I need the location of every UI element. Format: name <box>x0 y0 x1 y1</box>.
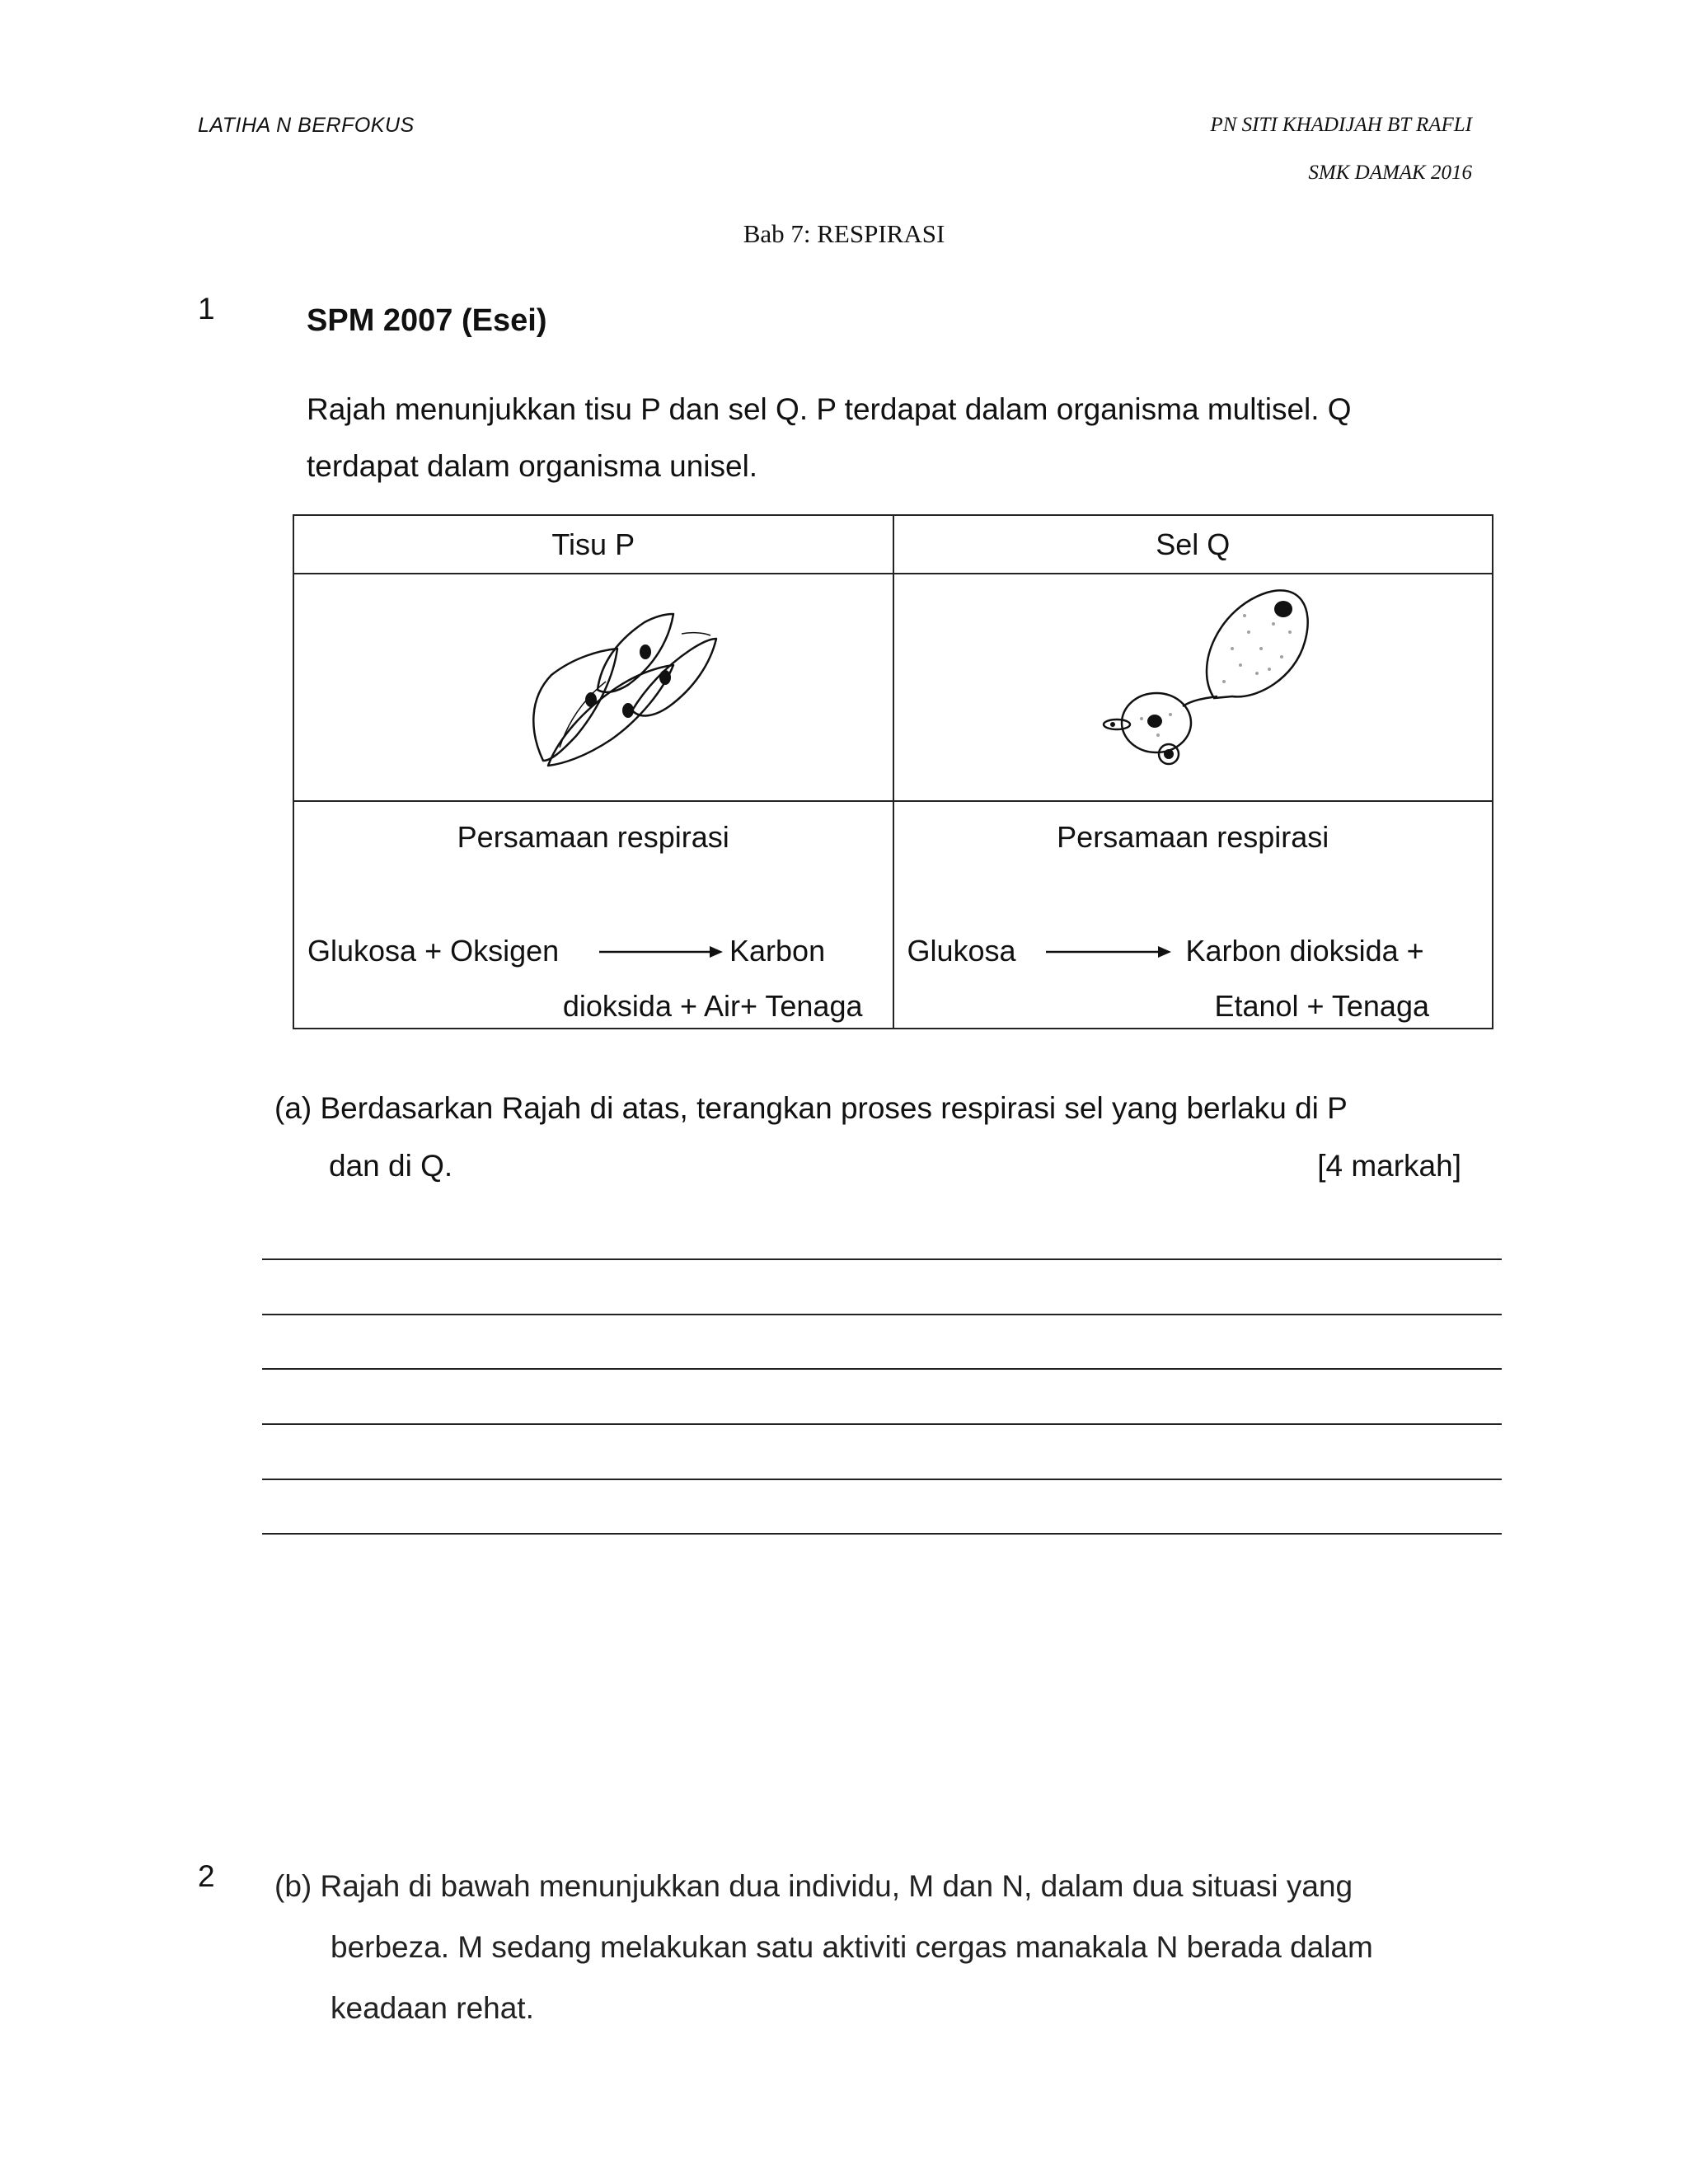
question-1-heading: SPM 2007 (Esei) <box>307 303 547 338</box>
cell-q-illustration-cell <box>893 574 1493 801</box>
equation-q-line-1 <box>907 934 1479 970</box>
question-2-part-b <box>274 1856 1511 2039</box>
part-a-line-2 <box>274 1137 1478 1195</box>
tissue-p-illustration <box>294 574 894 800</box>
header-sel-q: Sel Q <box>893 515 1493 574</box>
header-tisu-p: Tisu P <box>293 515 893 574</box>
header-school: SMK DAMAK 2016 <box>1308 162 1472 184</box>
equation-p-line-1 <box>307 934 879 970</box>
equation-cell-p <box>293 801 893 1029</box>
header-left: LATIHA N BERFOKUS <box>198 114 415 137</box>
equation-title-q: Persamaan respirasi <box>1057 820 1329 854</box>
question-1-part-a <box>274 1080 1478 1195</box>
question-1-intro <box>307 381 1444 494</box>
equation-q-product-1: Karbon dioksida + <box>1185 934 1424 968</box>
question-2-number: 2 <box>198 1859 215 1893</box>
part-b-line-1: (b) Rajah di bawah menunjukkan dua individu, M dan N, dalam dua situasi yang <box>274 1869 1353 1903</box>
arrow-right-icon <box>1046 944 1171 960</box>
answer-line-6[interactable] <box>262 1533 1502 1535</box>
header-author: PN SITI KHADIJAH BT RAFLI <box>1210 114 1472 136</box>
part-a-text: dan di Q. <box>329 1149 453 1183</box>
equation-p-product-2: dioksida + Air+ Tenaga <box>562 989 863 1023</box>
answer-line-2[interactable] <box>262 1314 1502 1315</box>
part-a-marks: [4 markah] <box>1317 1149 1461 1183</box>
tissue-p-illustration-cell <box>293 574 893 801</box>
part-b-line-2: berbeza. M sedang melakukan satu aktiviti cergas manakala N berada dalam <box>331 1930 1373 1964</box>
equation-cell-q <box>893 801 1493 1029</box>
part-a-line-1: (a) Berdasarkan Rajah di atas, terangkan proses respirasi sel yang berlaku di P <box>274 1091 1348 1125</box>
part-b-line-3: keadaan rehat. <box>331 1991 534 2025</box>
diagram-table <box>293 514 1493 1029</box>
intro-line-2: terdapat dalam organisma unisel. <box>307 449 758 483</box>
page-title: Bab 7: RESPIRASI <box>743 219 945 248</box>
equation-p-reactant: Glukosa + Oksigen <box>307 934 560 968</box>
answer-line-1[interactable] <box>262 1258 1502 1260</box>
equation-q-product-2: Etanol + Tenaga <box>1214 989 1429 1023</box>
equation-p-product-1: Karbon <box>729 934 826 968</box>
answer-line-3[interactable] <box>262 1368 1502 1370</box>
answer-line-5[interactable] <box>262 1479 1502 1480</box>
question-1-number: 1 <box>198 292 215 326</box>
intro-line-1: Rajah menunjukkan tisu P dan sel Q. P terdapat dalam organisma multisel. Q <box>307 392 1352 426</box>
cell-q-illustration <box>894 574 1494 800</box>
answer-line-4[interactable] <box>262 1423 1502 1425</box>
equation-title-p: Persamaan respirasi <box>457 820 729 854</box>
arrow-right-icon <box>599 944 723 960</box>
equation-q-reactant: Glukosa <box>907 934 1016 968</box>
